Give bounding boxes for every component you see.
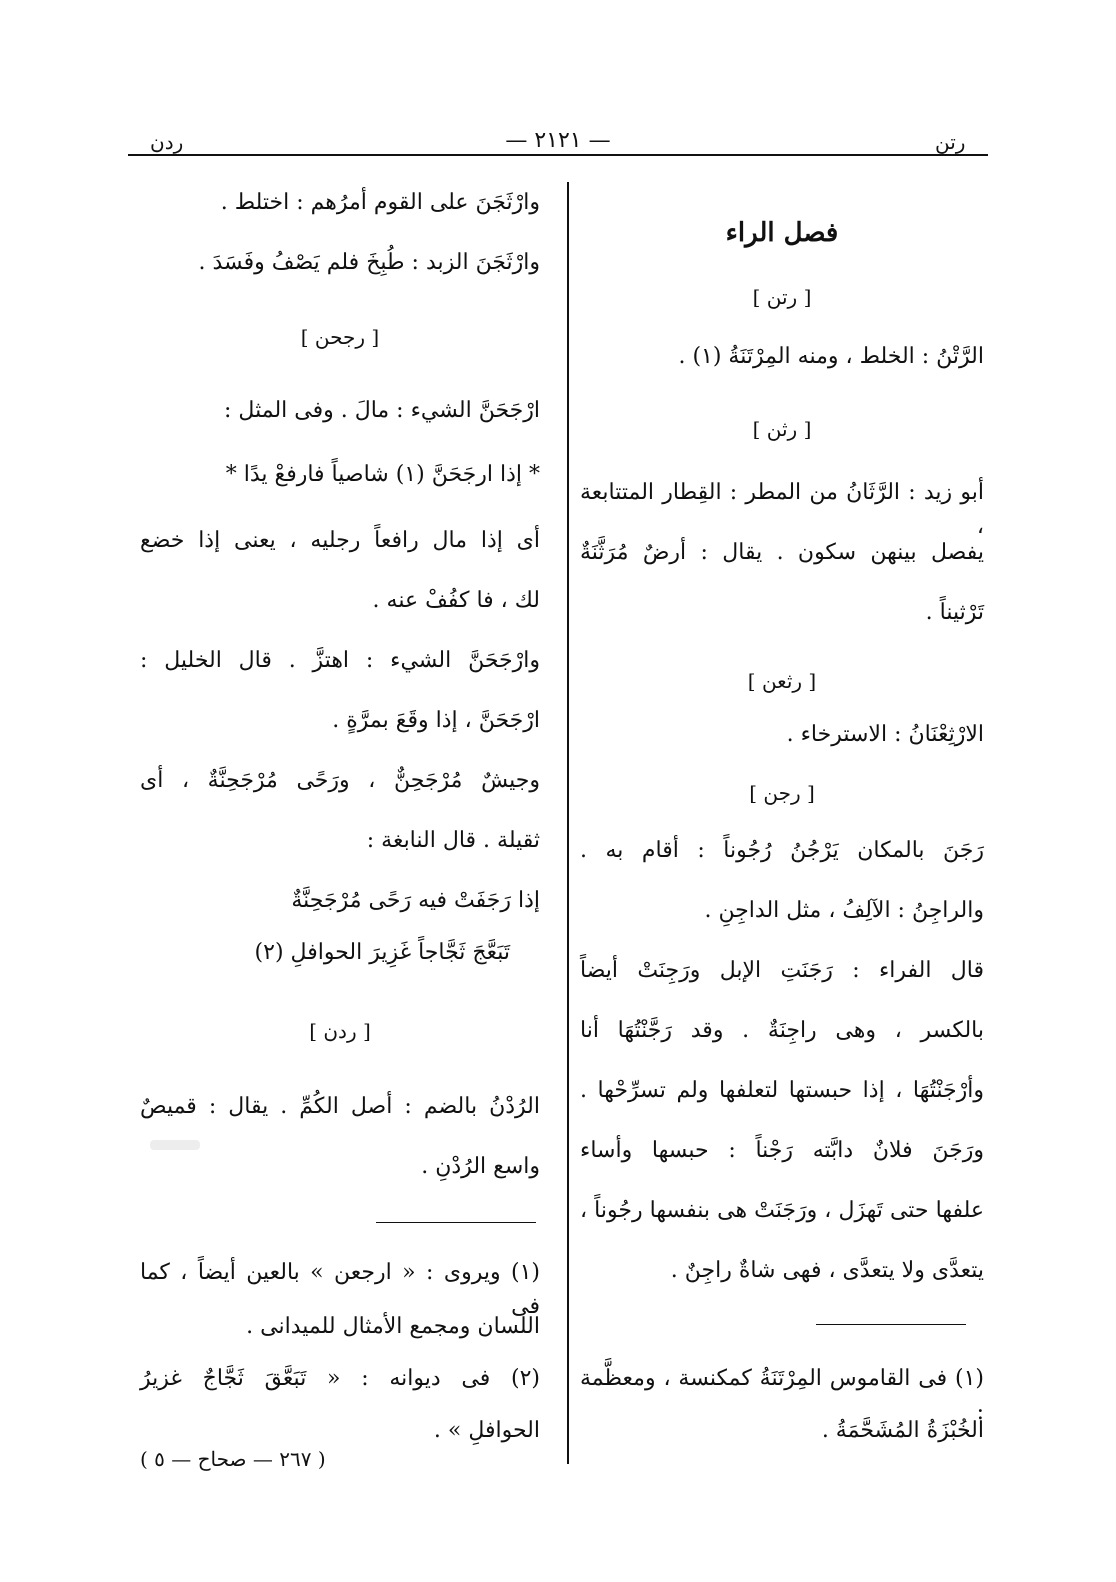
entry-line: رَجَنَ بالمكان يَرْجُنُ رُجُوناً : أقام به . <box>580 838 984 863</box>
entry-line: لك ، فا كفُفْ عنه . <box>372 588 540 613</box>
entry-line: وجيشٌ مُرْجَحِنٌّ ، ورَحًى مُرْجَحِنَّةٌ ، أى <box>140 768 540 793</box>
entry-line: وارْثَجَنَ على القوم أمرُهم : اختلط . <box>220 190 540 215</box>
section-title: فصل الراء <box>725 218 839 248</box>
entry-line: والراجِنُ : الآلِفُ ، مثل الداجِنِ . <box>704 898 984 923</box>
entry-line: الرُدْنُ بالضم : أصل الكُمِّ . يقال : قميصٌ <box>140 1094 540 1119</box>
entry-line: واسع الرُدْنِ . <box>421 1154 540 1179</box>
entry-line: وارْثَجَنَ الزبد : طُبِخَ فلم يَصْفُ وفَسَدَ . <box>198 250 540 275</box>
footnote-line: الحوافلِ » . <box>433 1418 540 1443</box>
entry-text: الرَّتْنُ : الخلط ، ومنه المِرْتَنَةُ (١) . <box>678 344 984 369</box>
entry-line: قال الفراء : رَجَنَتِ الإبل ورَجِنَتْ أيضاً <box>580 958 984 983</box>
footnote-rule <box>816 1324 966 1325</box>
footnote-line: (٢) فى ديوانه : « تَبَعَّقَ ثَجَّاجٌ غزيرُ <box>140 1366 540 1391</box>
proverb-line: * إذا ارجَحَنَّ (١) شاصياً فارفعْ يدًا * <box>225 462 540 487</box>
entry-line: أى إذا مال رافعاً رجليه ، يعنى إذا خضع <box>140 528 540 553</box>
entry-heading: [ رثعن ] <box>747 669 817 693</box>
entry-line: ارْجَحَنَّ الشيء : مالَ . وفى المثل : <box>224 398 540 423</box>
verse-line: إذا رَجَفَتْ فيه رَحًى مُرْجَحِنَّةٌ <box>291 888 540 913</box>
entry-line: علفها حتى تَهزَل ، ورَجَنَتْ هى بنفسها رجُوناً ، <box>580 1198 984 1223</box>
entry-line: أبو زيد : الرَّثَانُ من المطر : القِطار المتتابعة ، <box>580 480 984 539</box>
entry-line: تَرْثيناً . <box>925 600 984 625</box>
footnote-line: اللسان ومجمع الأمثال للميدانى . <box>246 1314 540 1339</box>
entry-line: وارْجَحَنَّ الشيء : اهتزَّ . قال الخليل : <box>140 648 540 673</box>
verse-line: تَبَعَّجَ ثَجَّاجاً غَزِيرَ الحوافلِ (٢) <box>254 940 510 965</box>
entry-heading: [ رجحن ] <box>300 325 380 349</box>
header-right-word: رتن <box>935 130 966 154</box>
entry-line: ثقيلة . قال النابغة : <box>366 828 540 853</box>
column-divider <box>567 182 569 1464</box>
entry-line <box>678 340 984 374</box>
entry-heading: [ رثن ] <box>752 417 812 441</box>
entry-line: بالكسر ، وهى راجِنَةٌ . وقد رَجَّنْتُهَا أنا <box>580 1018 984 1043</box>
ink-smudge <box>150 1140 200 1150</box>
entry-line: الارْثِعْنَانُ : الاسترخاء . <box>786 722 984 747</box>
header-rule <box>128 154 988 156</box>
entry-heading: [ رتن ] <box>752 285 812 309</box>
page-number: — ٢١٢١ — <box>505 128 611 153</box>
footnote-rule <box>376 1222 536 1223</box>
header-left-word: ردن <box>150 130 184 154</box>
entry-line: يتعدَّى ولا يتعدَّى ، فهى شاةٌ راجِنٌ . <box>670 1258 984 1283</box>
footnote-line: (١) ويروى : « ارجعن » بالعين أيضاً ، كما فى <box>140 1260 540 1319</box>
entry-heading: [ رجن ] <box>749 781 815 805</box>
entry-line: يفصل بينهن سكون . يقال : أرضٌ مُرَثَّنَةٌ <box>580 540 984 565</box>
entry-heading: [ ردن ] <box>309 1019 371 1043</box>
entry-line: وأرْجَنْتُهَا ، إذا حبستها لتعلفها ولم تسرِّحْها . <box>580 1078 984 1103</box>
entry-line: ورَجَنَ فلانٌ دابَّته رَجْناً : حبسها وأساء <box>580 1138 984 1163</box>
footnote-line: (١) فى القاموس المِرْتَنَةُ كمكنسة ، ومعظَّمة : <box>580 1366 984 1425</box>
footnote-line: الخُبْزَةُ المُشَحَّمَةُ . <box>821 1418 984 1443</box>
entry-line: ارْجَحَنَّ ، إذا وقَعَ بمرَّةٍ . <box>332 708 540 733</box>
page-signature: ( ٢٦٧ — صحاح — ٥ ) <box>140 1447 326 1471</box>
